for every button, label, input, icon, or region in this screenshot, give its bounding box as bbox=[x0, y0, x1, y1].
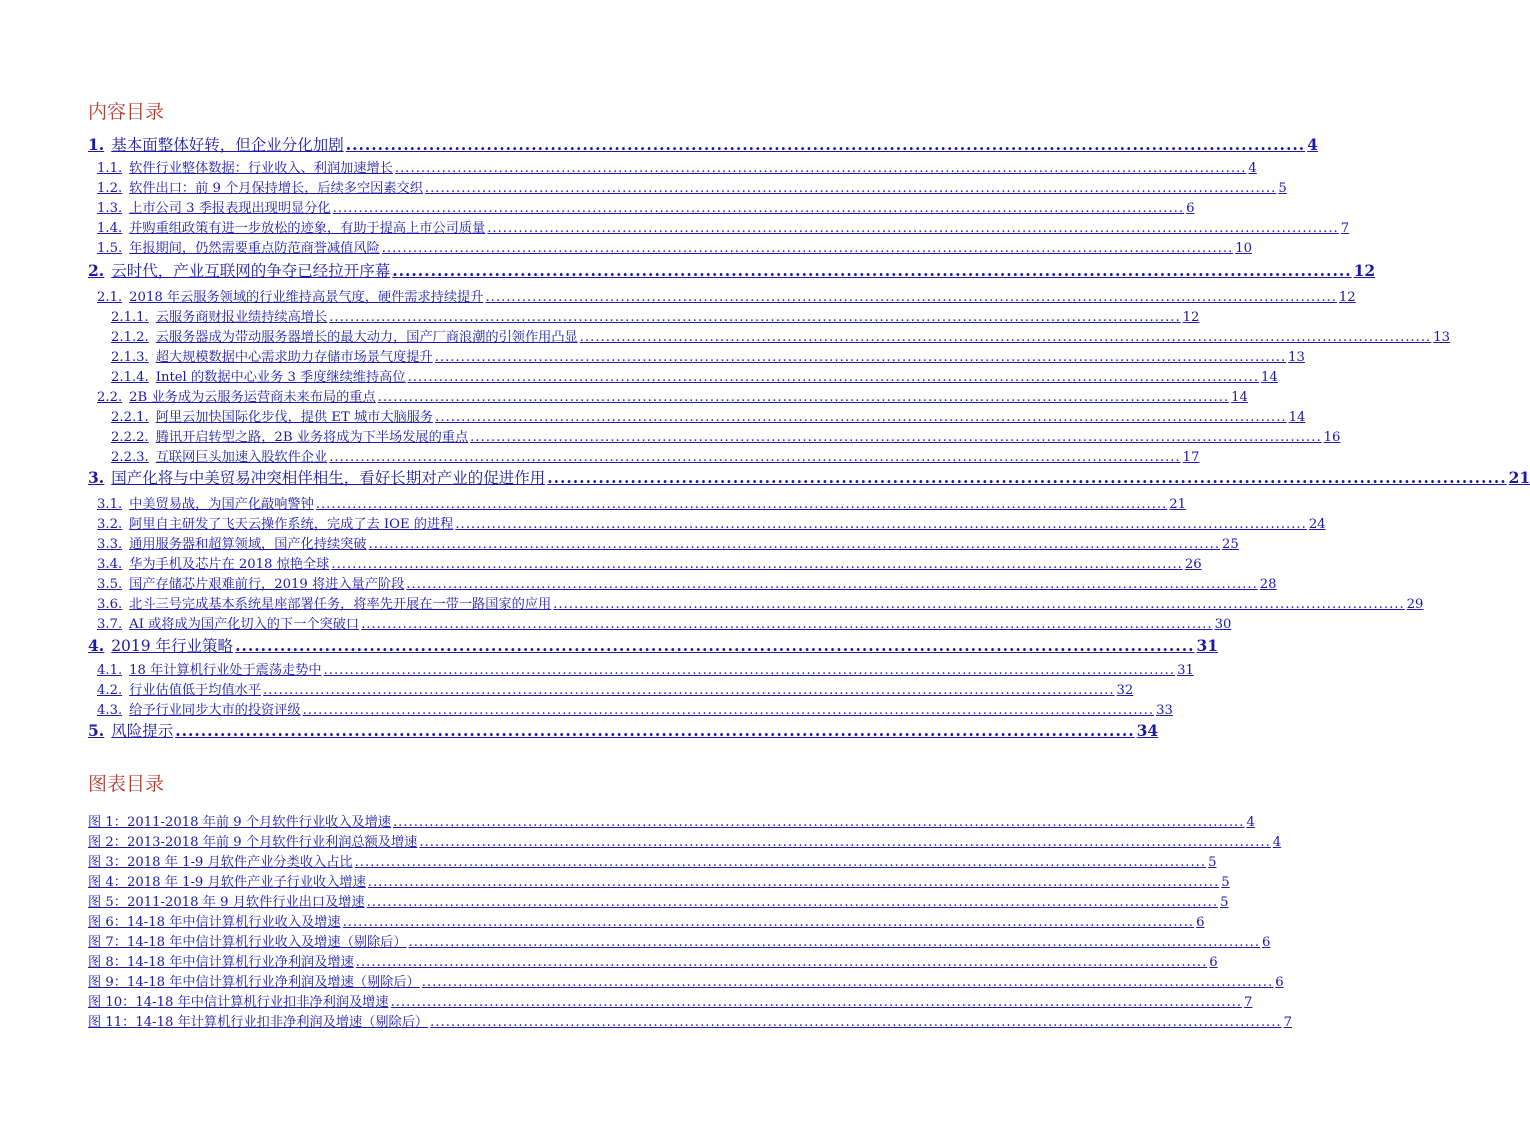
figure-page: 6 bbox=[1275, 975, 1284, 990]
toc-entry-2-2[interactable] bbox=[97, 386, 1248, 405]
toc-page: 6 bbox=[1186, 201, 1195, 216]
toc-entry-2-2-3[interactable] bbox=[111, 446, 1200, 465]
figure-entry-3[interactable] bbox=[88, 851, 1217, 870]
toc-page: 12 bbox=[1353, 261, 1376, 280]
figure-text: 图 1：2011-2018 年前 9 个月软件行业收入及增速 bbox=[88, 815, 391, 830]
toc-page: 21 bbox=[1508, 468, 1530, 487]
toc-number: 1.5. bbox=[97, 241, 123, 256]
toc-number: 3.1. bbox=[97, 497, 123, 512]
toc-leader: .................................................................................................................................................................... bbox=[406, 577, 1258, 592]
figure-text: 图 6：14-18 年中信计算机行业收入及增速 bbox=[88, 915, 341, 930]
figure-text: 图 10：14-18 年中信计算机行业扣非净利润及增速 bbox=[88, 995, 389, 1010]
toc-text: 行业估值低于均值水平 bbox=[129, 683, 262, 698]
figure-entry-2[interactable] bbox=[88, 831, 1282, 850]
toc-entry-4-3[interactable] bbox=[97, 699, 1173, 718]
toc-number: 1. bbox=[88, 135, 105, 154]
toc-number: 3.7. bbox=[97, 617, 123, 632]
toc-text: Intel 的数据中心业务 3 季度继续维持高位 bbox=[155, 370, 406, 385]
figure-text: 图 3：2018 年 1-9 月软件产业分类收入占比 bbox=[88, 855, 353, 870]
toc-entry-1-3[interactable] bbox=[97, 197, 1195, 216]
toc-page: 14 bbox=[1261, 370, 1278, 385]
toc-page: 33 bbox=[1156, 703, 1173, 718]
figure-page: 7 bbox=[1244, 995, 1253, 1010]
toc-page: 26 bbox=[1184, 557, 1202, 572]
toc-entry-2-1-3[interactable] bbox=[111, 346, 1305, 365]
toc-leader: .................................................................................................................................................................... bbox=[368, 537, 1221, 552]
figure-leader: .................................................................................................................................................................... bbox=[392, 815, 1245, 830]
toc-number: 2.2.1. bbox=[111, 410, 149, 425]
figure-entry-9[interactable] bbox=[88, 971, 1284, 990]
toc-entry-3-7[interactable] bbox=[97, 613, 1232, 632]
toc-leader: .................................................................................................................................................................... bbox=[361, 617, 1213, 632]
toc-entry-4-2[interactable] bbox=[97, 679, 1134, 698]
toc-page: 14 bbox=[1288, 410, 1306, 425]
figures-title: 图表目录 bbox=[88, 773, 165, 795]
figure-page: 6 bbox=[1262, 935, 1271, 950]
toc-leader: .................................................................................................................................................................... bbox=[332, 201, 1185, 216]
toc-number: 2.1.3. bbox=[111, 350, 149, 365]
toc-entry-3-1[interactable] bbox=[97, 493, 1187, 512]
toc-number: 3.6. bbox=[97, 597, 123, 612]
toc-page: 12 bbox=[1338, 290, 1356, 305]
toc-leader: ...................................................................................................................................................... bbox=[345, 135, 1306, 154]
toc-entry-2[interactable] bbox=[88, 259, 1376, 280]
toc-text: 互联网巨头加速入股软件企业 bbox=[155, 450, 328, 465]
toc-page: 17 bbox=[1182, 450, 1200, 465]
toc-text: 华为手机及芯片在 2018 惊艳全球 bbox=[129, 557, 330, 572]
toc-leader: .................................................................................................................................................................... bbox=[315, 497, 1168, 512]
toc-number: 4. bbox=[88, 636, 105, 655]
figure-page: 6 bbox=[1209, 955, 1218, 970]
toc-entry-3-3[interactable] bbox=[97, 533, 1239, 552]
toc-page: 28 bbox=[1259, 577, 1277, 592]
toc-leader: .................................................................................................................................................................... bbox=[394, 161, 1247, 176]
toc-page: 12 bbox=[1182, 310, 1200, 325]
toc-leader: .................................................................................................................................................................... bbox=[331, 557, 1183, 572]
figure-leader: .................................................................................................................................................................... bbox=[390, 995, 1243, 1010]
toc-text: 基本面整体好转，但企业分化加剧 bbox=[111, 136, 344, 154]
toc-number: 4.3. bbox=[97, 703, 123, 718]
toc-entry-1-4[interactable] bbox=[97, 217, 1350, 236]
figure-entry-11[interactable] bbox=[88, 1011, 1292, 1030]
toc-number: 2.1.4. bbox=[111, 370, 149, 385]
figure-leader: .................................................................................................................................................................... bbox=[355, 955, 1208, 970]
toc-page: 24 bbox=[1308, 517, 1326, 532]
figure-leader: .................................................................................................................................................................... bbox=[419, 835, 1271, 850]
toc-leader: .................................................................................................................................................................... bbox=[381, 241, 1234, 256]
figure-leader: .................................................................................................................................................................... bbox=[408, 935, 1261, 950]
toc-number: 3.2. bbox=[97, 517, 123, 532]
toc-text: 软件行业整体数据：行业收入、利润加速增长 bbox=[129, 161, 393, 176]
toc-text: 风险提示 bbox=[111, 722, 174, 740]
toc-entry-3-4[interactable] bbox=[97, 553, 1202, 572]
toc-leader: .................................................................................................................................................................... bbox=[579, 330, 1432, 345]
figure-leader: .................................................................................................................................................................... bbox=[430, 1015, 1282, 1030]
toc-entry-1-2[interactable] bbox=[97, 177, 1287, 196]
toc-leader: ...................................................................................................................................................... bbox=[175, 721, 1135, 740]
figure-leader: .................................................................................................................................................................... bbox=[367, 875, 1220, 890]
figure-page: 4 bbox=[1246, 815, 1255, 830]
toc-entry-3-6[interactable] bbox=[97, 593, 1424, 612]
toc-page: 4 bbox=[1248, 161, 1257, 176]
figure-leader: .................................................................................................................................................................... bbox=[354, 855, 1207, 870]
toc-page: 31 bbox=[1177, 663, 1194, 678]
toc-entry-1-1[interactable] bbox=[97, 157, 1257, 176]
toc-number: 1.2. bbox=[97, 181, 123, 196]
toc-text: 2B 业务成为云服务运营商未来布局的重点 bbox=[129, 390, 376, 405]
toc-leader: .................................................................................................................................................................... bbox=[424, 181, 1277, 196]
toc-leader: .................................................................................................................................................................... bbox=[407, 370, 1260, 385]
toc-number: 3. bbox=[88, 468, 105, 487]
toc-number: 3.3. bbox=[97, 537, 123, 552]
figure-text: 图 11：14-18 年计算机行业扣非净利润及增速（剔除后） bbox=[88, 1015, 429, 1030]
toc-number: 2. bbox=[88, 261, 105, 280]
toc-page: 10 bbox=[1235, 241, 1252, 256]
figure-page: 7 bbox=[1283, 1015, 1292, 1030]
toc-leader: .................................................................................................................................................................... bbox=[553, 597, 1405, 612]
toc-text: 并购重组政策有进一步放松的迹象，有助于提高上市公司质量 bbox=[129, 221, 486, 236]
contents-title: 内容目录 bbox=[88, 101, 165, 123]
toc-text: 上市公司 3 季报表现出现明显分化 bbox=[129, 201, 331, 216]
toc-page: 5 bbox=[1278, 181, 1287, 196]
toc-page: 16 bbox=[1323, 430, 1341, 445]
toc-number: 2.1.2. bbox=[111, 330, 149, 345]
figure-page: 4 bbox=[1272, 835, 1282, 850]
toc-leader: ...................................................................................................................................................... bbox=[235, 636, 1195, 655]
toc-leader: .................................................................................................................................................................... bbox=[377, 390, 1230, 405]
toc-text: 国产化将与中美贸易冲突相伴相生，看好长期对产业的促进作用 bbox=[111, 469, 546, 487]
toc-number: 1.3. bbox=[97, 201, 123, 216]
toc-number: 3.4. bbox=[97, 557, 123, 572]
figure-leader: .................................................................................................................................................................... bbox=[342, 915, 1195, 930]
toc-number: 2.1. bbox=[97, 290, 123, 305]
figure-page: 5 bbox=[1221, 875, 1230, 890]
toc-number: 2.2.3. bbox=[111, 450, 149, 465]
toc-entry-3[interactable] bbox=[88, 466, 1530, 487]
toc-number: 2.2.2. bbox=[111, 430, 149, 445]
toc-text: 云服务商财报业绩持续高增长 bbox=[155, 310, 328, 325]
figure-entry-10[interactable] bbox=[88, 991, 1253, 1010]
toc-text: 阿里自主研发了飞天云操作系统，完成了去 IOE 的进程 bbox=[129, 517, 454, 532]
toc-page: 4 bbox=[1307, 135, 1318, 154]
figure-entry-6[interactable] bbox=[88, 911, 1205, 930]
toc-leader: .................................................................................................................................................................... bbox=[485, 290, 1337, 305]
toc-entry-3-5[interactable] bbox=[97, 573, 1277, 592]
toc-leader: .................................................................................................................................................................... bbox=[435, 410, 1287, 425]
toc-text: 2019 年行业策略 bbox=[111, 637, 234, 655]
figure-entry-7[interactable] bbox=[88, 931, 1271, 950]
toc-number: 2.2. bbox=[97, 390, 123, 405]
figure-text: 图 5：2011-2018 年 9 月软件行业出口及增速 bbox=[88, 895, 365, 910]
toc-page: 7 bbox=[1340, 221, 1350, 236]
figure-page: 5 bbox=[1220, 895, 1229, 910]
toc-text: 年报期间，仍然需要重点防范商誉减值风险 bbox=[129, 241, 380, 256]
toc-number: 3.5. bbox=[97, 577, 123, 592]
toc-text: 腾讯开启转型之路，2B 业务将成为下半场发展的重点 bbox=[155, 430, 469, 445]
toc-page: 21 bbox=[1169, 497, 1187, 512]
toc-entry-2-1-1[interactable] bbox=[111, 306, 1200, 325]
toc-text: 通用服务器和超算领域，国产化持续突破 bbox=[129, 537, 367, 552]
toc-page: 34 bbox=[1136, 721, 1159, 740]
toc-entry-2-1-4[interactable] bbox=[111, 366, 1278, 385]
toc-page: 13 bbox=[1288, 350, 1305, 365]
toc-text: 国产存储芯片艰难前行，2019 将进入量产阶段 bbox=[129, 577, 405, 592]
toc-leader: .................................................................................................................................................................... bbox=[470, 430, 1322, 445]
toc-entry-2-2-1[interactable] bbox=[111, 406, 1306, 425]
toc-page: 29 bbox=[1406, 597, 1424, 612]
toc-number: 4.2. bbox=[97, 683, 123, 698]
toc-text: 云服务器成为带动服务器增长的最大动力，国产厂商浪潮的引领作用凸显 bbox=[155, 330, 578, 345]
toc-entry-3-2[interactable] bbox=[97, 513, 1326, 532]
toc-page: 25 bbox=[1222, 537, 1239, 552]
toc-text: 超大规模数据中心需求助力存储市场景气度提升 bbox=[155, 350, 433, 365]
toc-text: 给予行业同步大市的投资评级 bbox=[129, 703, 301, 718]
toc-text: 软件出口：前 9 个月保持增长，后续多空因素交织 bbox=[129, 181, 423, 196]
toc-leader: .................................................................................................................................................................... bbox=[434, 350, 1287, 365]
toc-page: 13 bbox=[1433, 330, 1451, 345]
toc-text: 阿里云加快国际化步伐，提供 ET 城市大脑服务 bbox=[155, 410, 434, 425]
figure-page: 5 bbox=[1208, 855, 1217, 870]
toc-text: AI 或将成为国产化切入的下一个突破口 bbox=[129, 617, 360, 632]
toc-number: 2.1.1. bbox=[111, 310, 149, 325]
toc-text: 2018 年云服务领域的行业维持高景气度，硬件需求持续提升 bbox=[129, 290, 484, 305]
figure-text: 图 8：14-18 年中信计算机行业净利润及增速 bbox=[88, 955, 354, 970]
toc-leader: .................................................................................................................................................................... bbox=[455, 517, 1307, 532]
figure-text: 图 7：14-18 年中信计算机行业收入及增速（剔除后） bbox=[88, 935, 407, 950]
toc-leader: .................................................................................................................................................................... bbox=[302, 703, 1155, 718]
figure-text: 图 9：14-18 年中信计算机行业净利润及增速（剔除后） bbox=[88, 975, 420, 990]
figure-entry-5[interactable] bbox=[88, 891, 1229, 910]
toc-text: 中美贸易战，为国产化敲响警钟 bbox=[129, 497, 314, 512]
toc-page: 32 bbox=[1116, 683, 1134, 698]
toc-page: 31 bbox=[1196, 636, 1219, 655]
toc-leader: .................................................................................................................................................................... bbox=[329, 450, 1181, 465]
figure-text: 图 2：2013-2018 年前 9 个月软件行业利润总额及增速 bbox=[88, 835, 418, 850]
toc-entry-2-2-2[interactable] bbox=[111, 426, 1341, 445]
toc-text: 北斗三号完成基本系统星座部署任务，将率先开展在一带一路国家的应用 bbox=[129, 597, 552, 612]
toc-leader: ...................................................................................................................................................... bbox=[392, 261, 1352, 280]
toc-text: 云时代，产业互联网的争夺已经拉开序幕 bbox=[111, 262, 391, 280]
toc-entry-1-5[interactable] bbox=[97, 237, 1252, 256]
toc-entry-4-1[interactable] bbox=[97, 659, 1194, 678]
figure-leader: .................................................................................................................................................................... bbox=[421, 975, 1274, 990]
toc-entry-4[interactable] bbox=[88, 634, 1219, 655]
figure-leader: .................................................................................................................................................................... bbox=[366, 895, 1219, 910]
toc-entry-5[interactable] bbox=[88, 719, 1159, 740]
toc-leader: .................................................................................................................................................................... bbox=[329, 310, 1181, 325]
toc-entry-2-1[interactable] bbox=[97, 286, 1356, 305]
toc-number: 1.4. bbox=[97, 221, 123, 236]
toc-entry-2-1-2[interactable] bbox=[111, 326, 1451, 345]
figure-entry-1[interactable] bbox=[88, 811, 1255, 830]
toc-page: 14 bbox=[1231, 390, 1248, 405]
toc-leader: ...................................................................................................................................................... bbox=[547, 468, 1507, 487]
toc-leader: .................................................................................................................................................................... bbox=[487, 221, 1339, 236]
toc-number: 5. bbox=[88, 721, 105, 740]
toc-number: 1.1. bbox=[97, 161, 123, 176]
toc-number: 4.1. bbox=[97, 663, 123, 678]
figure-entry-4[interactable] bbox=[88, 871, 1230, 890]
figure-entry-8[interactable] bbox=[88, 951, 1218, 970]
toc-text: 18 年计算机行业处于震荡走势中 bbox=[129, 663, 322, 678]
toc-leader: .................................................................................................................................................................... bbox=[263, 683, 1115, 698]
figure-text: 图 4：2018 年 1-9 月软件产业子行业收入增速 bbox=[88, 875, 366, 890]
toc-page: 30 bbox=[1214, 617, 1232, 632]
toc-entry-1[interactable] bbox=[88, 133, 1318, 154]
toc-leader: .................................................................................................................................................................... bbox=[323, 663, 1176, 678]
figure-page: 6 bbox=[1196, 915, 1205, 930]
